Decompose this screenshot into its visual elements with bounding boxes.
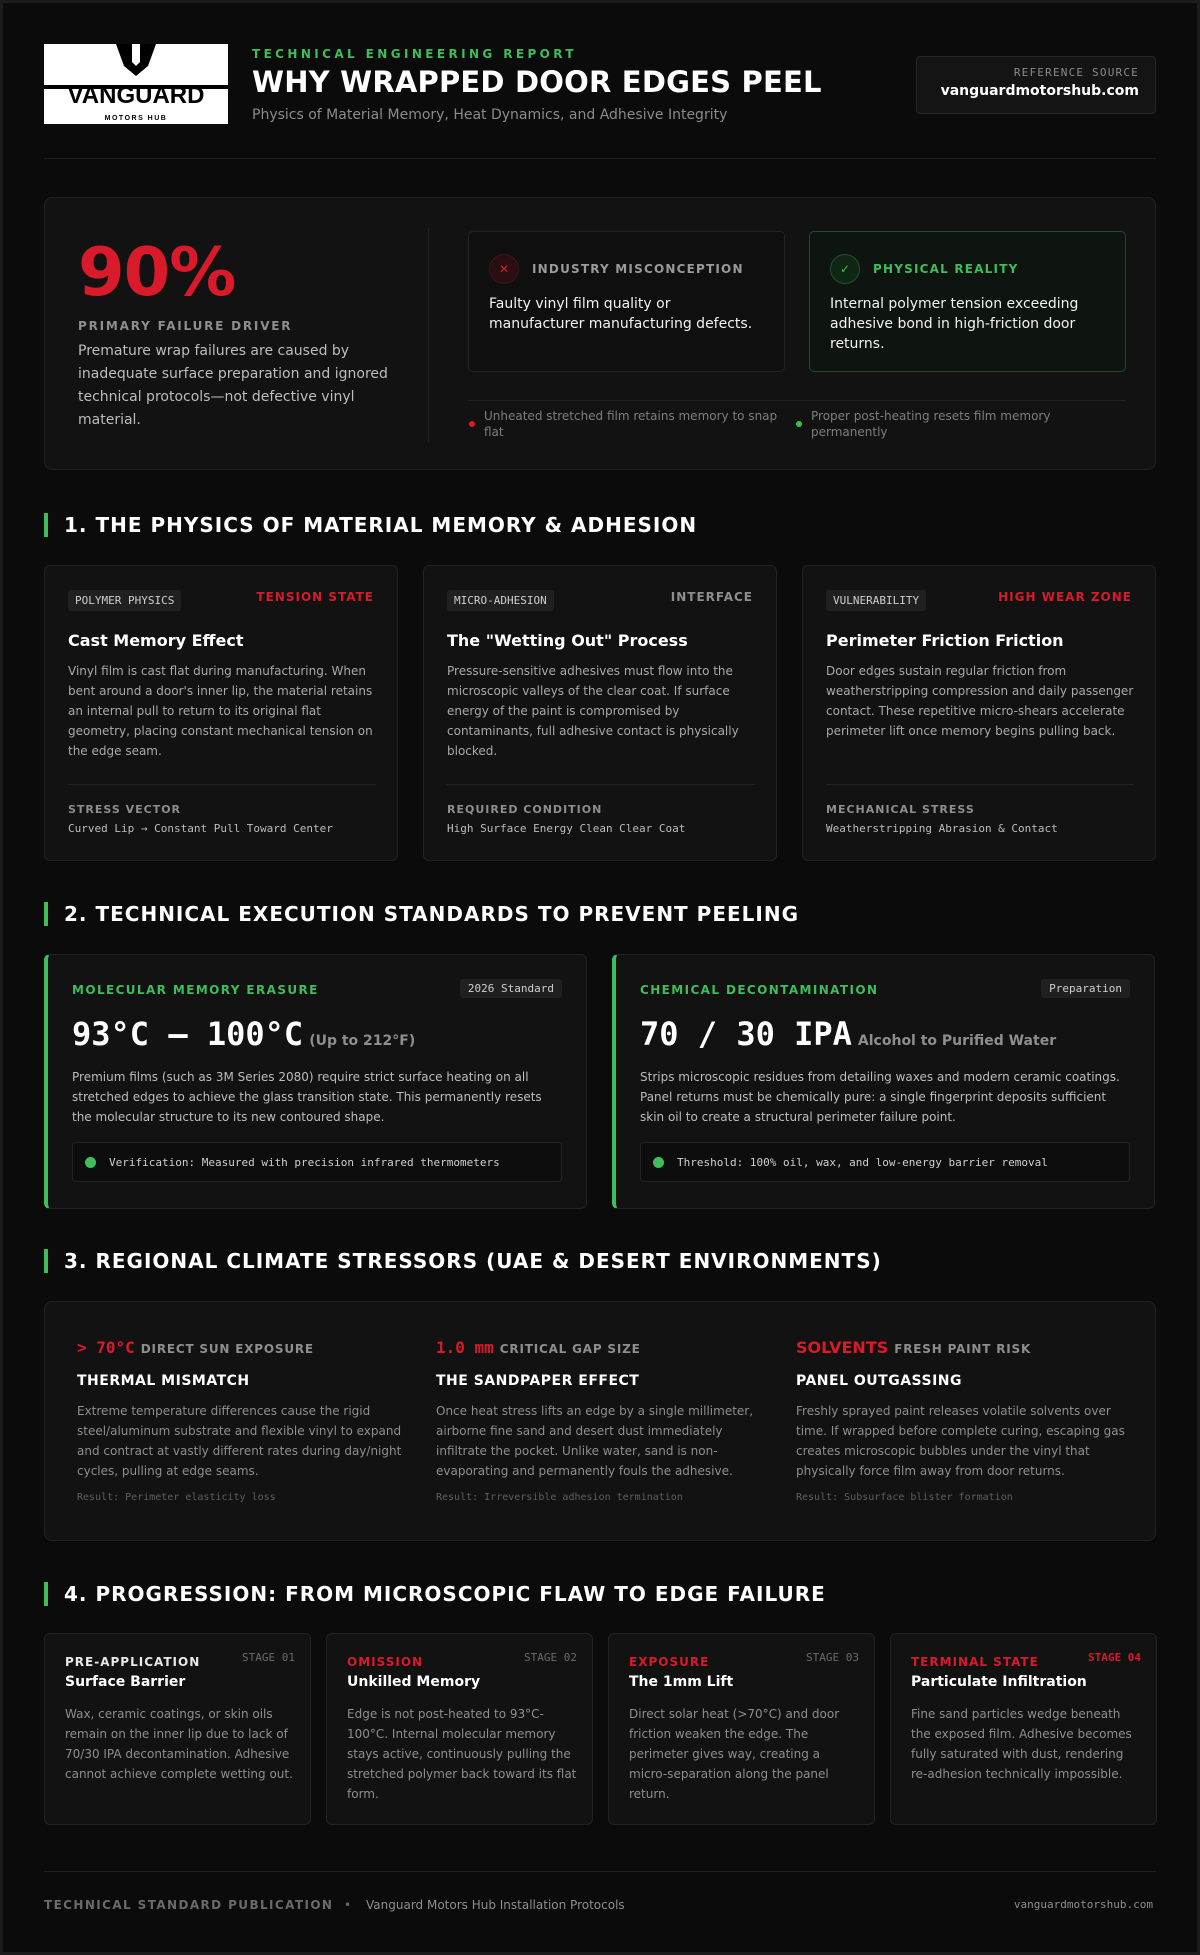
climate-label: FRESH PAINT RISK: [894, 1342, 1032, 1356]
card-divider: [68, 784, 376, 785]
climate-title: THE SANDPAPER EFFECT: [436, 1373, 640, 1389]
card-status: TENSION STATE: [256, 590, 374, 604]
footer-protocols-text: Vanguard Motors Hub Installation Protocols: [366, 1898, 625, 1912]
climate-body: Freshly sprayed paint releases volatile solvents over time. If wrapped before complete curing, escaping gas creates microscopic bubbles under the vinyl that physically force film away from door returns.: [796, 1404, 1125, 1478]
stage-body: Fine sand particles wedge beneath the exposed film. Adhesive becomes fully saturated with dust, rendering re-adhesion technically impossible.: [911, 1707, 1132, 1781]
red-dot-icon: [469, 421, 475, 427]
card-metric-value: High Surface Energy Clean Clear Coat: [447, 822, 686, 835]
footer-publication-label: TECHNICAL STANDARD PUBLICATION: [44, 1898, 334, 1912]
section-3-title: 3. REGIONAL CLIMATE STRESSORS (UAE & DESERT ENVIRONMENTS): [44, 1249, 882, 1273]
card-metric-label: MECHANICAL STRESS: [826, 803, 975, 816]
section-2-title: 2. TECHNICAL EXECUTION STANDARDS TO PREVENT PEELING: [44, 902, 799, 926]
reality-label: PHYSICAL REALITY: [873, 262, 1019, 276]
card-metric-value: Weatherstripping Abrasion & Contact: [826, 822, 1058, 835]
stage-kind: PRE-APPLICATION: [65, 1655, 201, 1669]
climate-body: Once heat stress lifts an edge by a single millimeter, airborne fine sand and desert dust immediately infiltrate the pocket. Unlike water, sand is non-evaporating and permanently fouls the adhesive.: [436, 1404, 754, 1478]
climate-head: [796, 1338, 1031, 1357]
execution-card-ipa: [612, 954, 1155, 1209]
card-body: Door edges sustain regular friction from weatherstripping compression and daily passenger contact. These repetitive micro-shears accelerate perimeter lift once memory begins pulling back.: [826, 664, 1134, 738]
green-dot-icon: [653, 1157, 664, 1168]
stage-title: The 1mm Lift: [629, 1674, 734, 1690]
climate-result: Result: Subsurface blister formation: [796, 1492, 1013, 1503]
card-metric-label: STRESS VECTOR: [68, 803, 182, 816]
execution-body: Premium films (such as 3M Series 2080) require strict surface heating on all stretched edges to achieve the glass transition state. This permanently resets the molecular structure to its new contoured shape.: [72, 1070, 542, 1124]
stage-kind: TERMINAL STATE: [911, 1655, 1039, 1669]
stage-number: STAGE 01: [242, 1651, 295, 1664]
physics-card-wetting-out: [423, 565, 777, 861]
card-title: Perimeter Friction Friction: [826, 631, 1064, 650]
reference-source-box: [916, 56, 1156, 114]
reality-card: [809, 231, 1126, 372]
card-body: Vinyl film is cast flat during manufacturing. When bent around a door's inner lip, the material retains an internal pull to return to its original flat geometry, placing constant mechanical tension on the edge seam.: [68, 664, 373, 758]
card-title: Cast Memory Effect: [68, 631, 244, 650]
climate-label: CRITICAL GAP SIZE: [499, 1342, 641, 1356]
card-metric-value: Curved Lip → Constant Pull Toward Center: [68, 822, 333, 835]
stage-title: Particulate Infiltration: [911, 1674, 1087, 1690]
climate-value: 1.0 mm: [436, 1338, 494, 1357]
bullet-text: Proper post-heating resets film memory permanently: [811, 409, 1051, 439]
misconception-card: [468, 231, 785, 372]
card-divider: [447, 784, 755, 785]
green-dot-icon: [85, 1157, 96, 1168]
hero-separator: [468, 400, 1126, 401]
climate-value: > 70°C: [77, 1338, 135, 1357]
stage-card-02: [326, 1633, 593, 1825]
card-body: Pressure-sensitive adhesives must flow into the microscopic valleys of the clear coat. If surface energy of the paint is compromised by contaminants, full adhesive contact is physically blocked.: [447, 664, 739, 758]
card-divider: [826, 784, 1134, 785]
stage-body: Edge is not post-heated to 93°C-100°C. Internal molecular memory stays active, continuously pulling the stretched polymer back toward its flat form.: [347, 1707, 577, 1801]
reference-label: REFERENCE SOURCE: [1013, 66, 1139, 79]
stage-number: STAGE 04: [1088, 1651, 1141, 1664]
failure-stat-label: PRIMARY FAILURE DRIVER: [78, 319, 293, 333]
climate-stressors-panel: [44, 1301, 1156, 1541]
reference-url[interactable]: vanguardmotorshub.com: [940, 83, 1139, 99]
climate-label: DIRECT SUN EXPOSURE: [140, 1342, 314, 1356]
climate-result: Result: Perimeter elasticity loss: [77, 1492, 276, 1503]
card-status: HIGH WEAR ZONE: [998, 590, 1132, 604]
x-icon: ✕: [489, 254, 519, 284]
execution-value-row: [640, 1015, 1056, 1053]
logo-subtext: MOTORS HUB: [104, 115, 168, 122]
climate-value: SOLVENTS: [796, 1338, 889, 1357]
execution-value: 93°C – 100°C: [72, 1015, 304, 1053]
stage-number: STAGE 03: [806, 1651, 859, 1664]
card-metric-label: REQUIRED CONDITION: [447, 803, 603, 816]
stage-body: Direct solar heat (>70°C) and door friction weaken the edge. The perimeter gives way, creating a micro-separation along the panel return.: [629, 1707, 840, 1801]
bullet-text: Unheated stretched film retains memory to snap flat: [484, 409, 778, 439]
climate-title: THERMAL MISMATCH: [77, 1373, 250, 1389]
misconception-label: INDUSTRY MISCONCEPTION: [532, 262, 744, 276]
climate-head: [436, 1338, 641, 1357]
card-tag: POLYMER PHYSICS: [68, 590, 181, 611]
execution-badge: Preparation: [1041, 979, 1130, 998]
stage-title: Surface Barrier: [65, 1674, 186, 1690]
execution-note: Threshold: 100% oil, wax, and low-energy barrier removal: [677, 1155, 1048, 1169]
footer-url[interactable]: vanguardmotorshub.com: [1013, 1898, 1153, 1911]
stage-card-01: [44, 1633, 311, 1825]
footer-separator: •: [344, 1898, 352, 1912]
reality-text: Internal polymer tension exceeding adhesive bond in high-friction door returns.: [830, 296, 1079, 352]
execution-suffix: (Up to 212°F): [309, 1033, 416, 1049]
bullet-post-heating: [795, 408, 1105, 440]
execution-value-row: [72, 1015, 415, 1053]
stage-card-03: [608, 1633, 875, 1825]
report-kicker: TECHNICAL ENGINEERING REPORT: [252, 47, 577, 61]
stage-kind: OMISSION: [347, 1655, 424, 1669]
stage-kind: EXPOSURE: [629, 1655, 710, 1669]
section-1-title: 1. THE PHYSICS OF MATERIAL MEMORY & ADHESION: [44, 513, 697, 537]
stage-body: Wax, ceramic coatings, or skin oils remain on the inner lip due to lack of 70/30 IPA decontamination. Adhesive cannot achieve complete wetting out.: [65, 1707, 293, 1781]
check-icon: ✓: [830, 254, 860, 284]
report-header: [44, 44, 1156, 159]
execution-note-box: [72, 1142, 562, 1182]
stage-title: Unkilled Memory: [347, 1674, 481, 1690]
page-title: WHY WRAPPED DOOR EDGES PEEL: [252, 65, 822, 99]
execution-label: CHEMICAL DECONTAMINATION: [640, 983, 879, 997]
brand-logo: [44, 44, 228, 124]
climate-result: Result: Irreversible adhesion termination: [436, 1492, 683, 1503]
execution-label: MOLECULAR MEMORY ERASURE: [72, 983, 319, 997]
failure-stat: 90%: [78, 233, 236, 311]
execution-badge: 2026 Standard: [460, 979, 562, 998]
execution-note: Verification: Measured with precision infrared thermometers: [109, 1155, 500, 1169]
card-tag: VULNERABILITY: [826, 590, 926, 611]
climate-title: PANEL OUTGASSING: [796, 1373, 962, 1389]
card-status: INTERFACE: [670, 590, 753, 604]
failure-stat-description: Premature wrap failures are caused by inadequate surface preparation and ignored technical protocols—not defective vinyl material.: [78, 343, 388, 428]
execution-card-heat: [44, 954, 587, 1209]
hero-panel: [44, 197, 1156, 470]
card-title: The "Wetting Out" Process: [447, 631, 688, 650]
climate-head: [77, 1338, 314, 1357]
hero-divider: [428, 228, 429, 442]
card-tag: MICRO-ADHESION: [447, 590, 554, 611]
execution-body: Strips microscopic residues from detailing waxes and modern ceramic coatings. Panel returns must be chemically pure: a single fingerprint deposits sufficient skin oil to create a structural perimeter failure point.: [640, 1070, 1120, 1124]
execution-suffix: Alcohol to Purified Water: [857, 1033, 1057, 1049]
report-page: [3, 3, 1197, 1952]
green-dot-icon: [796, 421, 802, 427]
misconception-text: Faulty vinyl film quality or manufacturer manufacturing defects.: [489, 296, 753, 332]
footer-divider: [44, 1871, 1156, 1872]
bullet-unheated: [468, 408, 778, 440]
physics-card-perimeter-friction: [802, 565, 1156, 861]
stage-card-04: [890, 1633, 1157, 1825]
physics-card-cast-memory: [44, 565, 398, 861]
stage-number: STAGE 02: [524, 1651, 577, 1664]
execution-note-box: [640, 1142, 1130, 1182]
logo-wordmark: VANGUARD: [67, 82, 205, 109]
page-subtitle: Physics of Material Memory, Heat Dynamics, and Adhesive Integrity: [252, 107, 728, 123]
climate-body: Extreme temperature differences cause the rigid steel/aluminum substrate and flexible vinyl to expand and contract at vastly different rates during day/night cycles, pulling at edge seams.: [77, 1404, 402, 1478]
execution-value: 70 / 30 IPA: [640, 1015, 852, 1053]
section-4-title: 4. PROGRESSION: FROM MICROSCOPIC FLAW TO EDGE FAILURE: [44, 1582, 826, 1606]
